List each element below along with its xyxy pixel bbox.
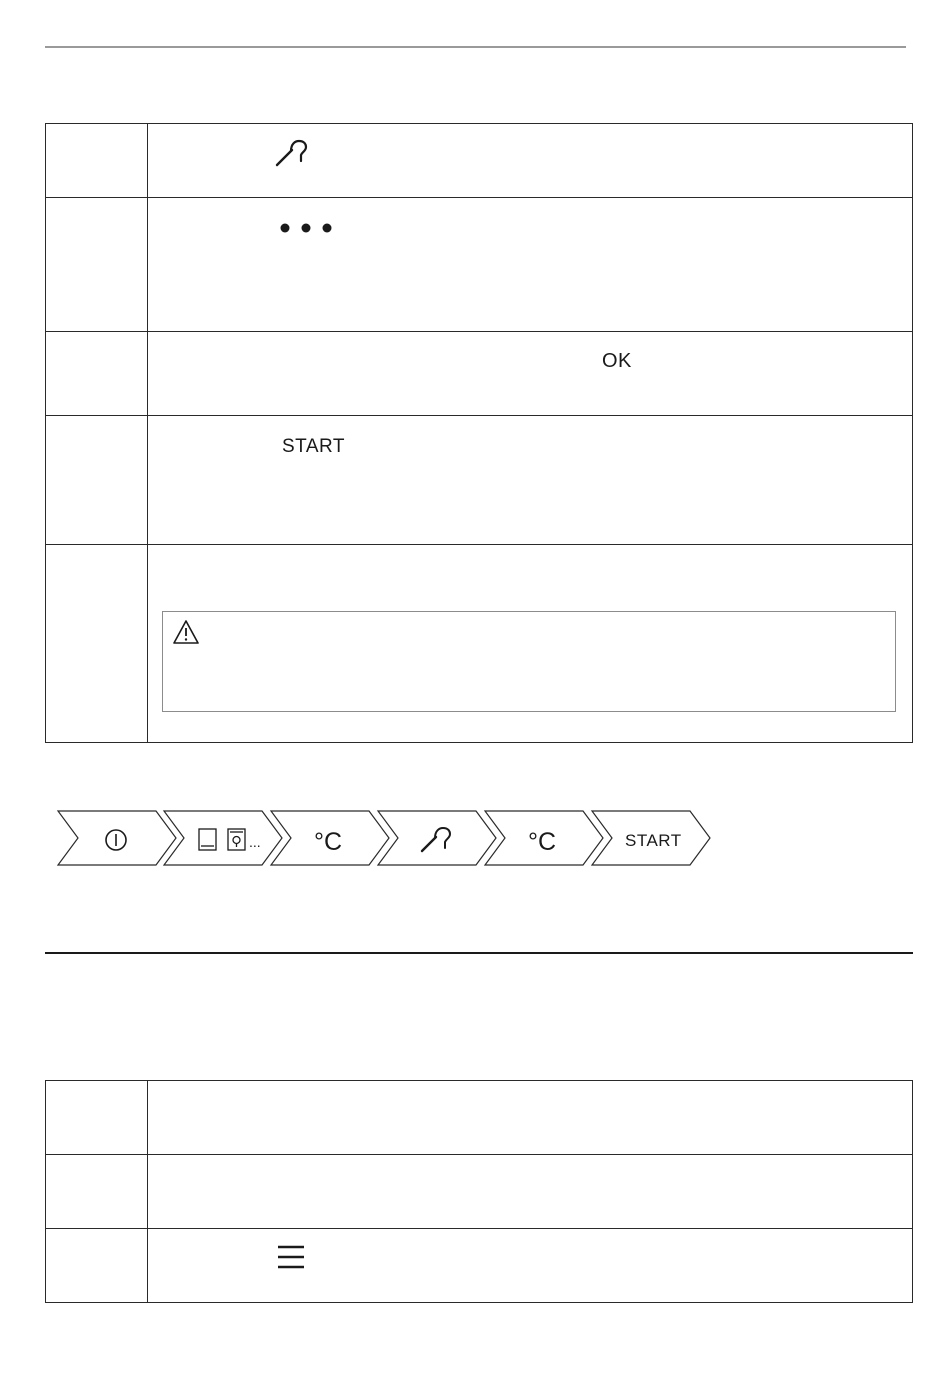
step-number-cell [46, 198, 148, 332]
step-row-5 [46, 545, 913, 743]
flow-step-4 [378, 811, 496, 865]
ok-button-label: OK [602, 350, 632, 372]
section-divider [45, 952, 913, 954]
step-row-3 [46, 1229, 913, 1303]
warning-box [162, 611, 896, 712]
warning-triangle-icon [172, 619, 200, 645]
step-row-4 [46, 416, 913, 545]
step-number-cell [46, 1155, 148, 1229]
steps-table-1 [45, 123, 913, 743]
step-number-cell [46, 1229, 148, 1303]
step-number-cell [46, 416, 148, 545]
step-description-cell [148, 1155, 913, 1229]
step-number-cell [46, 1081, 148, 1155]
step-row-2 [46, 198, 913, 332]
step-description-cell [148, 332, 913, 416]
procedure-flow [56, 809, 716, 869]
step-number-cell [46, 545, 148, 743]
step-description-cell [148, 1081, 913, 1155]
step-number-cell [46, 332, 148, 416]
temperature-label: °C [314, 828, 343, 856]
step-number-cell [46, 124, 148, 198]
top-rule [45, 46, 906, 48]
start-button-label: START [282, 436, 346, 457]
step-description-cell [148, 124, 913, 198]
step-row-2 [46, 1155, 913, 1229]
start-label: START [625, 831, 682, 850]
step-row-1 [46, 1081, 913, 1155]
flow-step-1 [58, 811, 176, 865]
step-row-3 [46, 332, 913, 416]
flow-step-2 [164, 811, 282, 865]
step-description-cell [148, 198, 913, 332]
step-description-cell [148, 545, 913, 743]
menu-icon [276, 1243, 306, 1271]
probe-icon [274, 138, 310, 168]
step-description-cell [148, 1229, 913, 1303]
temperature-label: °C [528, 828, 557, 856]
heating-functions-ellipsis: ... [249, 834, 261, 850]
steps-table-2 [45, 1080, 913, 1303]
step-description-cell [148, 416, 913, 545]
step-row-1 [46, 124, 913, 198]
three-dots-icon [278, 221, 334, 235]
